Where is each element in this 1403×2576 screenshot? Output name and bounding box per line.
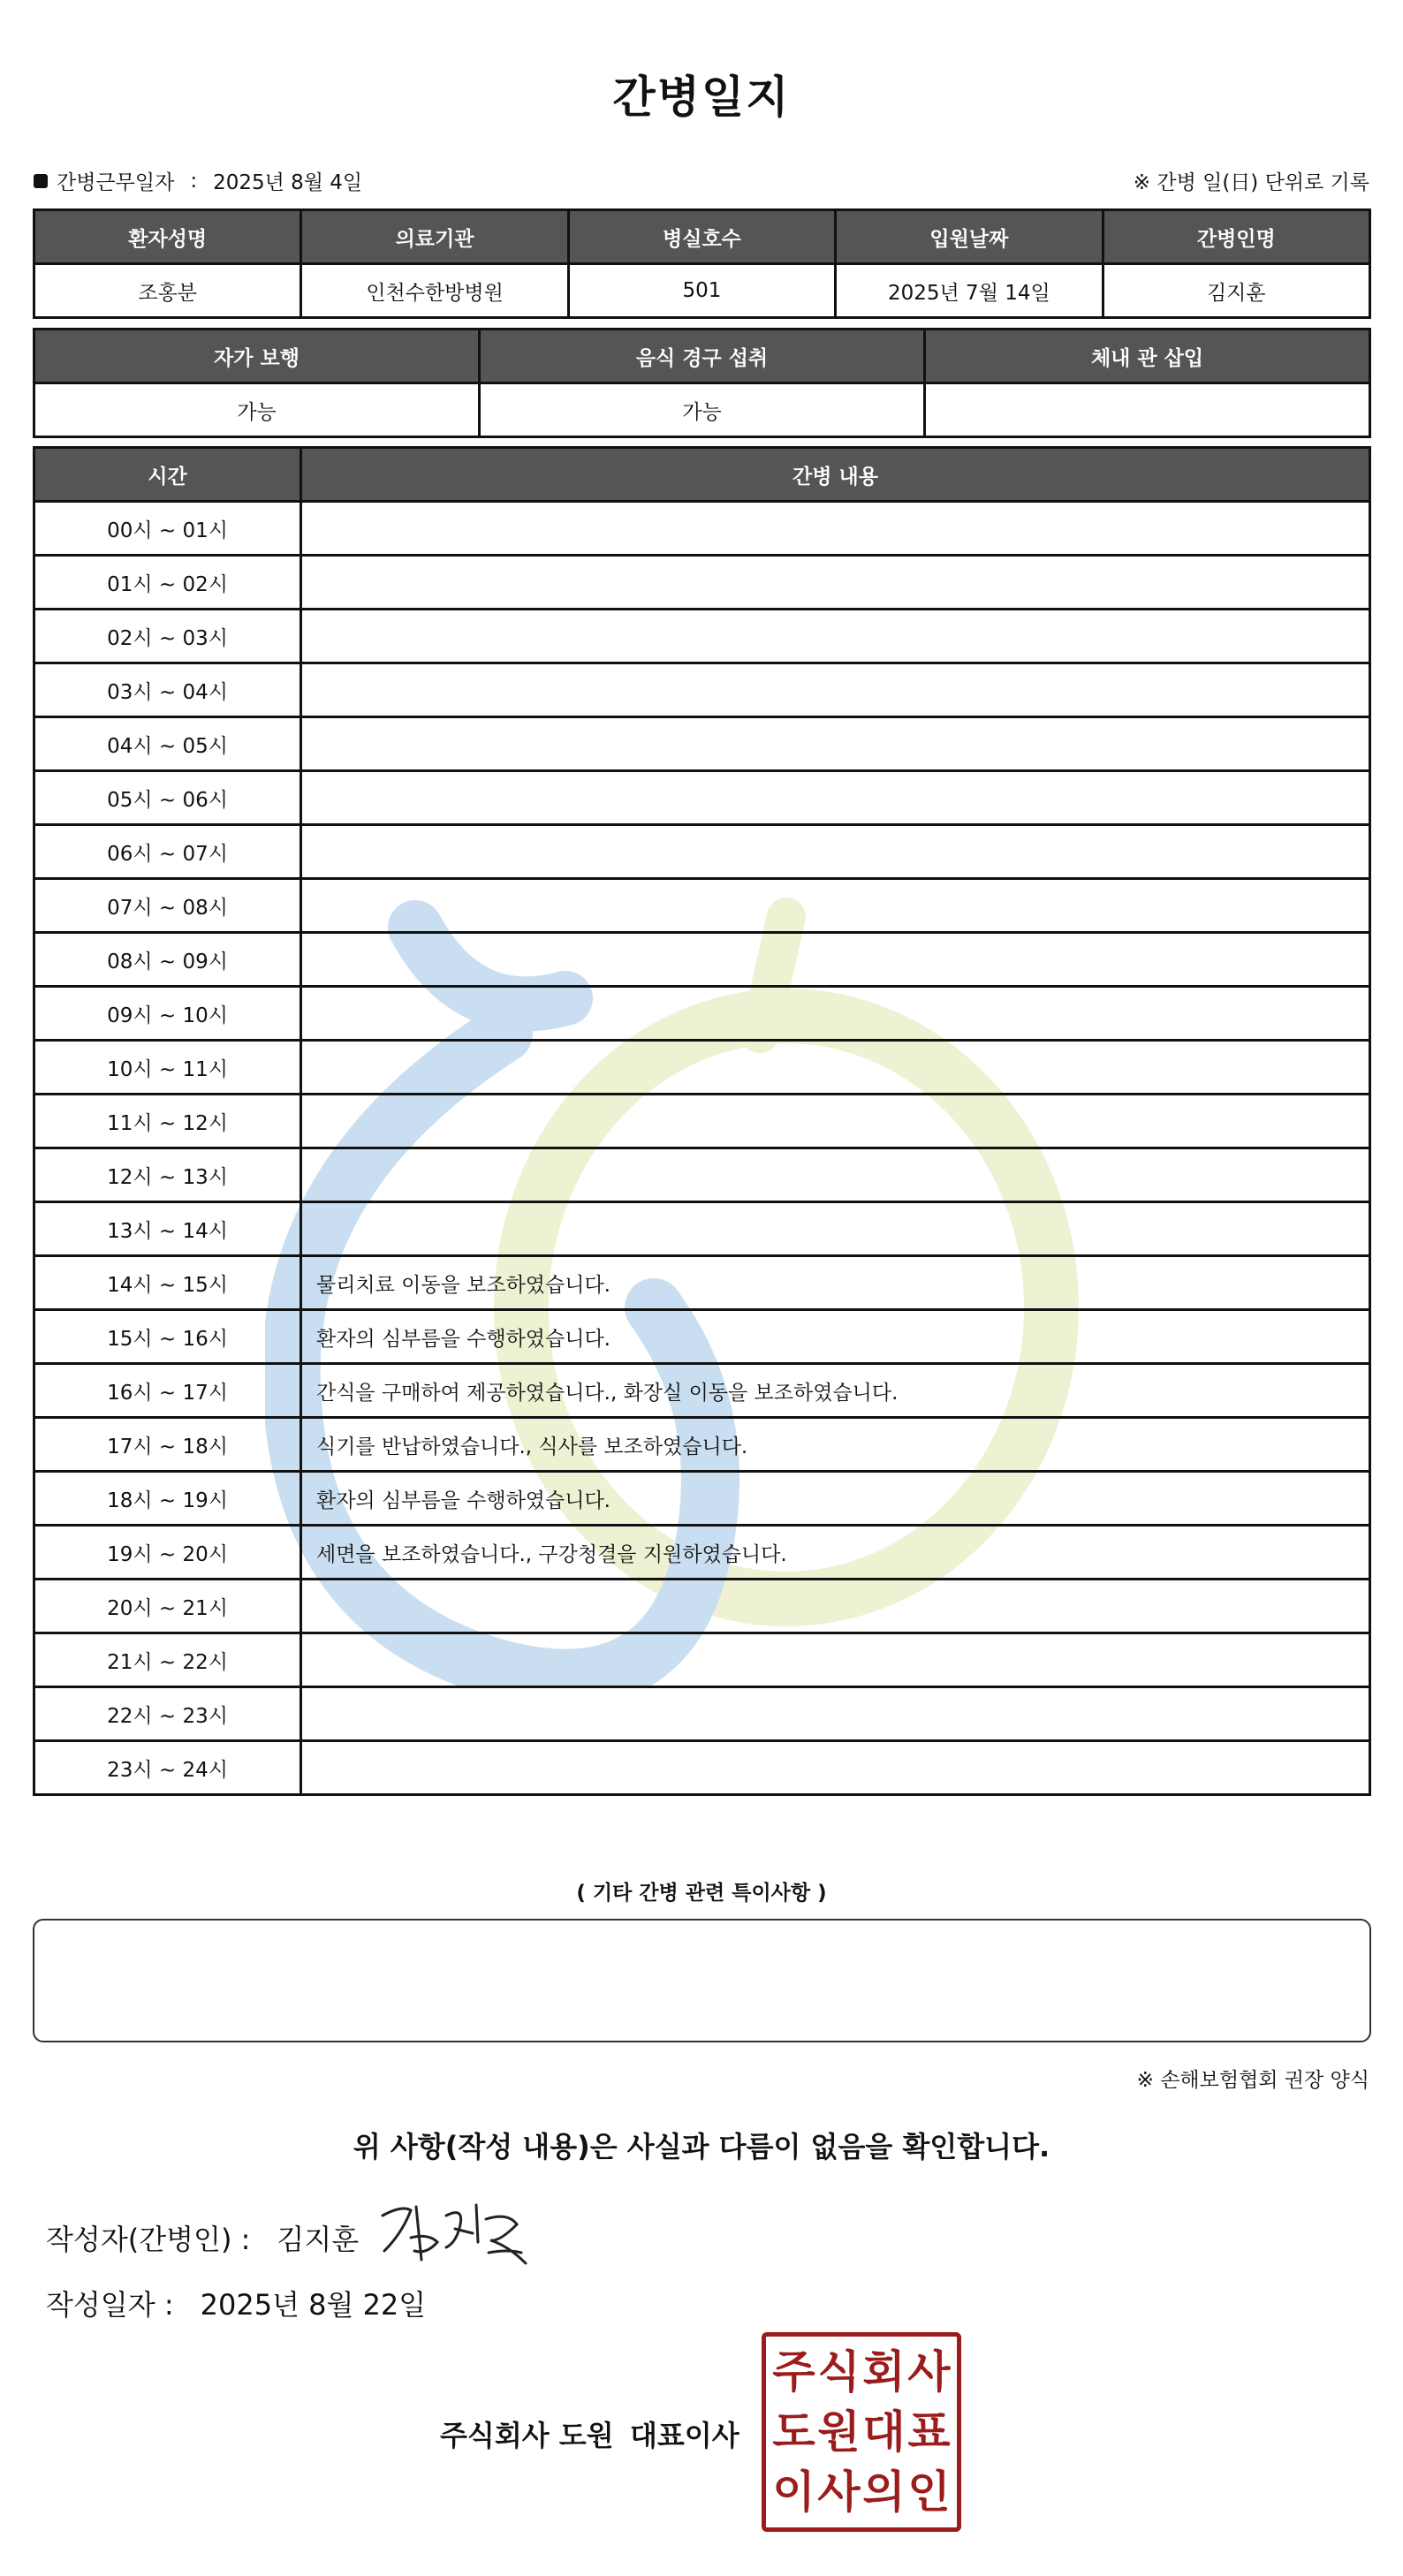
patient-status-table: [33, 328, 1371, 438]
table-row: [34, 825, 1370, 879]
care-content: [301, 1148, 1370, 1202]
header-self-walking: 자가 보행: [34, 330, 480, 383]
care-content: [301, 556, 1370, 610]
table-row: [34, 1310, 1370, 1364]
room-number: 501: [568, 264, 835, 318]
time-slot: 03시 ~ 04시: [34, 663, 301, 717]
seal-character: 사: [817, 2466, 861, 2518]
seal-character: 인: [907, 2466, 951, 2518]
care-content: [301, 663, 1370, 717]
work-date-label: 간병근무일자: [57, 171, 175, 194]
writer-name: 김지훈: [277, 2223, 360, 2256]
patient-info-table: [33, 208, 1371, 319]
table-row: [34, 933, 1370, 987]
seal-character: 대: [862, 2406, 906, 2458]
writer: [46, 2217, 359, 2258]
time-slot: 15시 ~ 16시: [34, 1310, 301, 1364]
care-content: [301, 1202, 1370, 1256]
care-content: [301, 717, 1370, 771]
time-slot: 11시 ~ 12시: [34, 1095, 301, 1148]
tube-insertion: [925, 383, 1370, 437]
header-patient-name: 환자성명: [34, 210, 301, 264]
table-row: [34, 1418, 1370, 1472]
time-slot: 00시 ~ 01시: [34, 502, 301, 556]
header-room: 병실호수: [568, 210, 835, 264]
written-date-value: 2025년 8월 22일: [200, 2288, 427, 2322]
table-row: [34, 987, 1370, 1041]
header-admission-date: 입원날짜: [836, 210, 1103, 264]
time-slot: 08시 ~ 09시: [34, 933, 301, 987]
care-content: 세면을 보조하였습니다., 구강청결을 지원하였습니다.: [301, 1526, 1370, 1580]
oral-intake: 가능: [480, 383, 925, 437]
care-content: 환자의 심부름을 수행하였습니다.: [301, 1310, 1370, 1364]
care-content: [301, 1741, 1370, 1795]
time-slot: 06시 ~ 07시: [34, 825, 301, 879]
table-row: [34, 1256, 1370, 1310]
seal-character: 이: [772, 2466, 815, 2518]
time-slot: 22시 ~ 23시: [34, 1687, 301, 1741]
signature: [375, 2189, 535, 2269]
seal-character: 사: [907, 2346, 951, 2398]
seal-character: 의: [862, 2466, 906, 2518]
care-content: [301, 502, 1370, 556]
time-slot: 10시 ~ 11시: [34, 1041, 301, 1095]
table-row: [34, 1148, 1370, 1202]
company-seal: [762, 2332, 961, 2532]
header-oral-intake: 음식 경구 섭취: [480, 330, 925, 383]
care-content: [301, 1580, 1370, 1633]
work-date-value: 2025년 8월 4일: [213, 171, 363, 194]
time-slot: 05시 ~ 06시: [34, 771, 301, 825]
time-slot: 18시 ~ 19시: [34, 1472, 301, 1526]
writer-label: 작성자(간병인) :: [46, 2223, 251, 2256]
seal-character: 원: [817, 2406, 861, 2458]
care-content: [301, 1095, 1370, 1148]
self-walking: 가능: [34, 383, 480, 437]
care-content: [301, 1687, 1370, 1741]
care-content: [301, 610, 1370, 663]
care-content: [301, 1041, 1370, 1095]
time-slot: 16시 ~ 17시: [34, 1364, 301, 1418]
care-content: [301, 987, 1370, 1041]
table-row: [34, 1472, 1370, 1526]
table-row: [34, 1364, 1370, 1418]
table-row: [34, 771, 1370, 825]
admission-date: 2025년 7월 14일: [836, 264, 1103, 318]
care-content: 간식을 구매하여 제공하였습니다., 화장실 이동을 보조하였습니다.: [301, 1364, 1370, 1418]
seal-character: 도: [772, 2406, 815, 2458]
care-content: 물리치료 이동을 보조하였습니다.: [301, 1256, 1370, 1310]
time-slot: 17시 ~ 18시: [34, 1418, 301, 1472]
table-row: [34, 879, 1370, 933]
table-row: [34, 1633, 1370, 1687]
hospital: 인천수한방병원: [301, 264, 568, 318]
written-date-label: 작성일자 :: [46, 2288, 174, 2322]
company-name: 주식회사 도원: [440, 2419, 614, 2452]
bullet-icon: [34, 174, 48, 188]
remarks-title: ( 기타 간병 관련 특이사항 ): [576, 1882, 827, 1905]
table-row: [34, 717, 1370, 771]
table-row: [34, 1741, 1370, 1795]
table-row: [34, 502, 1370, 556]
time-slot: 13시 ~ 14시: [34, 1202, 301, 1256]
time-slot: 23시 ~ 24시: [34, 1741, 301, 1795]
header-tube-insertion: 체내 관 삽입: [925, 330, 1370, 383]
time-slot: 09시 ~ 10시: [34, 987, 301, 1041]
time-slot: 19시 ~ 20시: [34, 1526, 301, 1580]
seal-character: 식: [817, 2346, 861, 2398]
patient-name: 조홍분: [34, 264, 301, 318]
work-date-separator: :: [190, 169, 198, 193]
care-content: 식기를 반납하였습니다., 식사를 보조하였습니다.: [301, 1418, 1370, 1472]
time-slot: 21시 ~ 22시: [34, 1633, 301, 1687]
insurer-note: ※ 손해보험협회 권장 양식: [1136, 2069, 1369, 2092]
document-title: 간병일지: [612, 72, 791, 123]
time-slot: 01시 ~ 02시: [34, 556, 301, 610]
table-row: [34, 1202, 1370, 1256]
care-log-table: [33, 446, 1371, 1796]
confirmation-statement: 위 사항(작성 내용)은 사실과 다름이 없음을 확인합니다.: [353, 2130, 1050, 2163]
written-date: [46, 2283, 426, 2323]
header-caregiver: 간병인명: [1103, 210, 1369, 264]
seal-character: 회: [862, 2346, 906, 2398]
table-row: [34, 556, 1370, 610]
care-content: [301, 933, 1370, 987]
time-slot: 12시 ~ 13시: [34, 1148, 301, 1202]
time-slot: 20시 ~ 21시: [34, 1580, 301, 1633]
work-date: [34, 166, 362, 195]
care-content: [301, 771, 1370, 825]
table-row: [34, 663, 1370, 717]
seal-character: 표: [907, 2406, 951, 2458]
table-row: [34, 1095, 1370, 1148]
header-care-content: 간병 내용: [301, 448, 1370, 502]
remarks-box: [33, 1919, 1371, 2042]
header-time: 시간: [34, 448, 301, 502]
time-slot: 02시 ~ 03시: [34, 610, 301, 663]
care-content: [301, 879, 1370, 933]
care-content: [301, 825, 1370, 879]
time-slot: 04시 ~ 05시: [34, 717, 301, 771]
care-content: 환자의 심부름을 수행하였습니다.: [301, 1472, 1370, 1526]
time-slot: 07시 ~ 08시: [34, 879, 301, 933]
table-row: [34, 1687, 1370, 1741]
representative-title: 대표이사: [630, 2419, 739, 2452]
table-row: [34, 1526, 1370, 1580]
care-content: [301, 1633, 1370, 1687]
table-row: [34, 610, 1370, 663]
unit-note: ※ 간병 일(日) 단위로 기록: [1133, 171, 1369, 194]
time-slot: 14시 ~ 15시: [34, 1256, 301, 1310]
table-row: [34, 1041, 1370, 1095]
caregiver-name: 김지훈: [1103, 264, 1369, 318]
seal-character: 주: [772, 2346, 815, 2398]
header-hospital: 의료기관: [301, 210, 568, 264]
table-row: [34, 1580, 1370, 1633]
